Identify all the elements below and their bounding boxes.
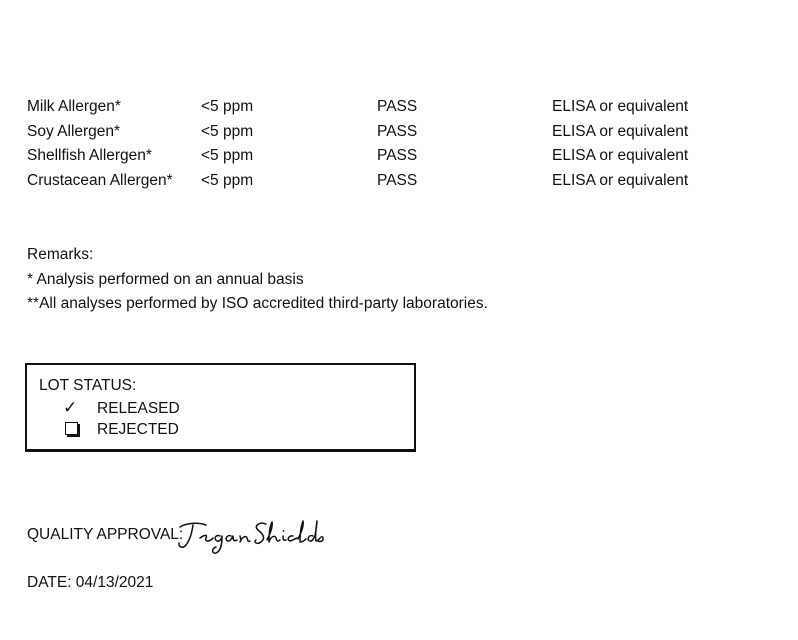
lot-status-rejected-option[interactable] (63, 420, 179, 440)
released-label: RELEASED (97, 400, 180, 417)
quality-approval-label: QUALITY APPROVAL: (27, 526, 184, 543)
empty-checkbox-icon[interactable] (65, 422, 78, 435)
test-limit: <5 ppm (201, 98, 254, 115)
checkmark-icon: ✓ (63, 398, 78, 418)
date-label: DATE: 04/13/2021 (27, 574, 154, 591)
remarks-section (27, 243, 488, 317)
test-method: ELISA or equivalent (552, 122, 689, 140)
lot-status-released-option[interactable] (63, 398, 180, 419)
test-method: ELISA or equivalent (552, 147, 689, 164)
test-name: Crustacean Allergen* (27, 171, 173, 189)
test-result: PASS (377, 122, 418, 140)
rejected-label: REJECTED (97, 421, 179, 438)
test-limit: <5 ppm (201, 171, 254, 189)
remarks-line: * Analysis performed on an annual basis (27, 270, 304, 288)
remarks-line: **All analyses performed by ISO accredited third-party laboratories. (27, 295, 488, 312)
test-limit: <5 ppm (201, 122, 254, 140)
test-name: Shellfish Allergen* (27, 147, 152, 164)
test-method: ELISA or equivalent (552, 98, 689, 115)
test-result: PASS (377, 171, 418, 189)
test-method: ELISA or equivalent (552, 171, 689, 189)
test-limit: <5 ppm (201, 147, 254, 164)
test-result: PASS (377, 98, 418, 115)
test-result: PASS (377, 147, 418, 164)
lot-status-box (25, 363, 416, 452)
test-name: Soy Allergen* (27, 122, 121, 140)
test-name: Milk Allergen* (27, 98, 121, 115)
remarks-heading: Remarks: (27, 246, 94, 263)
signature-image (176, 516, 326, 556)
lot-status-title: LOT STATUS: (39, 377, 137, 394)
